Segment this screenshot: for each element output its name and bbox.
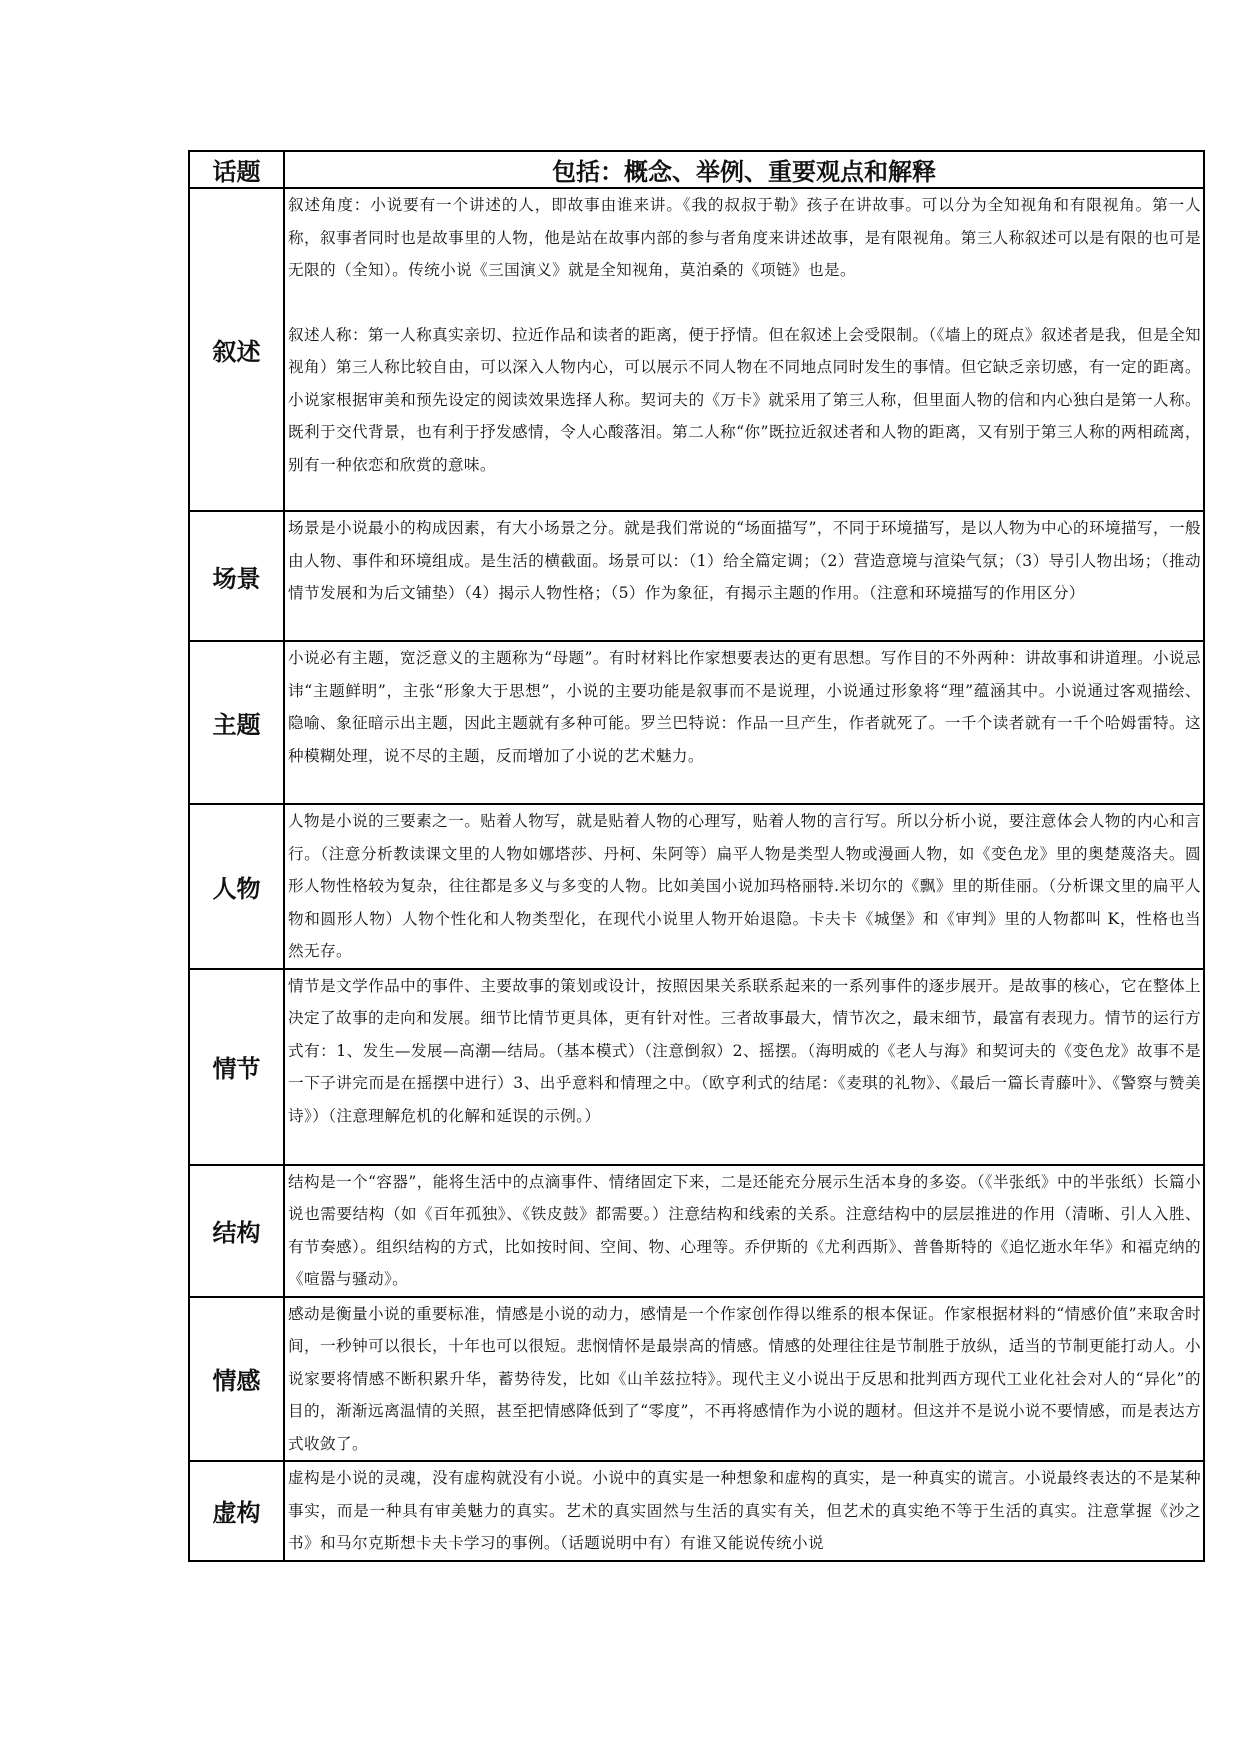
table-row [189, 1297, 1204, 1462]
content-paragraph: 情节是文学作品中的事件、主要故事的策划或设计，按照因果关系联系起来的一系列事件的逐步展开。是故事的核心，它在整体上决定了故事的走向和发展。细节比情节更具体，更有针对性。三者故事最大，情节次之，最末细节，最富有表现力。情节的运行方式有：1、发生—发展—高潮—结局。（基本模式）（注意倒叙）2、摇摆。（海明威的《老人与海》和契诃夫的《变色龙》故事不是一下子讲完而是在摇摆中进行）3、出乎意料和情理之中。（欧亨利式的结尾：《麦琪的礼物》、《最后一篇长青藤叶》、《警察与赞美诗》）（注意理解危机的化解和延误的示例。） [288, 976, 1201, 1125]
table-row [189, 511, 1204, 641]
content-paragraph: 虚构是小说的灵魂，没有虚构就没有小说。小说中的真实是一种想象和虚构的真实，是一种真实的谎言。小说最终表达的不是某种事实，而是一种具有审美魅力的真实。艺术的真实固然与生活的真实有关，但艺术的真实绝不等于生活的真实。注意掌握《沙之书》和马尔克斯想卡夫卡学习的事例。（话题说明中有）有谁又能说传统小说 [288, 1469, 1201, 1552]
content-paragraph: 场景是小说最小的构成因素，有大小场景之分。就是我们常说的“场面描写”，不同于环境描写，是以人物为中心的环境描写，一般由人物、事件和环境组成。是生活的横截面。场景可以：（1）给全篇定调；（2）营造意境与渲染气氛；（3）导引人物出场；（推动情节发展和为后文铺垫）（4）揭示人物性格；（5）作为象征，有揭示主题的作用。（注意和环境描写的作用区分） [288, 519, 1201, 602]
topic-cell: 人物 [189, 804, 284, 969]
topic-cell: 场景 [189, 511, 284, 641]
content-paragraph: 结构是一个“容器”，能将生活中的点滴事件、情绪固定下来，二是还能充分展示生活本身的多姿。（《半张纸》中的半张纸）长篇小说也需要结构（如《百年孤独》、《铁皮鼓》都需要。）注意结构和线索的关系。注意结构中的层层推进的作用（清晰、引人入胜、有节奏感）。组织结构的方式，比如按时间、空间、物、心理等。乔伊斯的《尤利西斯》、普鲁斯特的《追忆逝水年华》和福克纳的《喧嚣与骚动》。 [288, 1172, 1201, 1288]
table-row [189, 969, 1204, 1165]
content-paragraph: 人物是小说的三要素之一。贴着人物写，就是贴着人物的心理写，贴着人物的言行写。所以分析小说，要注意体会人物的内心和言行。（注意分析教读课文里的人物如娜塔莎、丹柯、朱阿等）扁平人物是类型人物或漫画人物，如《变色龙》里的奥楚蔑洛夫。圆形人物性格较为复杂，往往都是多义与多变的人物。比如美国小说加玛格丽特.米切尔的《飘》里的斯佳丽。（分析课文里的扁平人物和圆形人物）人物个性化和人物类型化，在现代小说里人物开始退隐。卡夫卡《城堡》和《审判》里的人物都叫 K，性格也当然无存。 [288, 812, 1201, 960]
header-content: 包括：概念、举例、重要观点和解释 [284, 151, 1204, 188]
content-paragraph: 叙述角度：小说要有一个讲述的人，即故事由谁来讲。《我的叔叔于勒》孩子在讲故事。可以分为全知视角和有限视角。第一人称，叙事者同时也是故事里的人物，他是站在故事内部的参与者角度来讲述故事，是有限视角。第三人称叙述可以是有限的也可是无限的（全知）。传统小说《三国演义》就是全知视角，莫泊桑的《项链》也是。 [288, 196, 1201, 279]
topic-cell: 主题 [189, 641, 284, 804]
topic-cell: 虚构 [189, 1461, 284, 1561]
topic-cell: 情节 [189, 969, 284, 1165]
content-cell [284, 1461, 1204, 1561]
table-row [189, 1165, 1204, 1297]
content-cell [284, 1297, 1204, 1462]
table-row [189, 1461, 1204, 1561]
content-cell [284, 1165, 1204, 1297]
content-cell [284, 511, 1204, 641]
content-paragraph: 感动是衡量小说的重要标准，情感是小说的动力，感情是一个作家创作得以维系的根本保证。作家根据材料的“情感价值”来取舍时间，一秒钟可以很长，十年也可以很短。悲悯情怀是最崇高的情感。情感的处理往往是节制胜于放纵，适当的节制更能打动人。小说家要将情感不断积累升华，蓄势待发，比如《山羊兹拉特》。现代主义小说出于反思和批判西方现代工业化社会对人的“异化”的目的，渐渐远离温情的关照，甚至把情感降低到了“零度”，不再将感情作为小说的题材。但这并不是说小说不要情感，而是表达方式收敛了。 [288, 1304, 1201, 1453]
content-paragraph: 叙述人称：第一人称真实亲切、拉近作品和读者的距离，便于抒情。但在叙述上会受限制。（《墙上的斑点》叙述者是我，但是全知视角）第三人称比较自由，可以深入人物内心，可以展示不同人物在不同地点同时发生的事情。但它缺乏亲切感，有一定的距离。小说家根据审美和预先设定的阅读效果选择人称。契诃夫的《万卡》就采用了第三人称，但里面人物的信和内心独白是第一人称。既利于交代背景，也有利于抒发感情，令人心酸落泪。第二人称“你”既拉近叙述者和人物的距离，又有别于第三人称的两相疏离，别有一种依恋和欣赏的意味。 [288, 325, 1201, 474]
topic-cell: 结构 [189, 1165, 284, 1297]
table-row [189, 188, 1204, 511]
content-paragraph: 小说必有主题，宽泛意义的主题称为“母题”。有时材料比作家想要表达的更有思想。写作目的不外两种：讲故事和讲道理。小说忌讳“主题鲜明”，主张“形象大于思想”，小说的主要功能是叙事而不是说理，小说通过形象将“理”蕴涵其中。小说通过客观描绘、隐喻、象征暗示出主题，因此主题就有多种可能。罗兰巴特说：作品一旦产生，作者就死了。一千个读者就有一千个哈姆雷特。这种模糊处理，说不尽的主题，反而增加了小说的艺术魅力。 [288, 649, 1201, 765]
header-topic: 话题 [189, 151, 284, 188]
paragraph-gap [288, 287, 1201, 319]
table-row [189, 641, 1204, 804]
topic-cell: 情感 [189, 1297, 284, 1462]
content-cell [284, 804, 1204, 969]
content-cell [284, 188, 1204, 511]
table-row [189, 804, 1204, 969]
content-cell [284, 969, 1204, 1165]
table-header-row [189, 151, 1204, 188]
content-cell [284, 641, 1204, 804]
topics-table [188, 150, 1205, 1562]
topic-cell: 叙述 [189, 188, 284, 511]
